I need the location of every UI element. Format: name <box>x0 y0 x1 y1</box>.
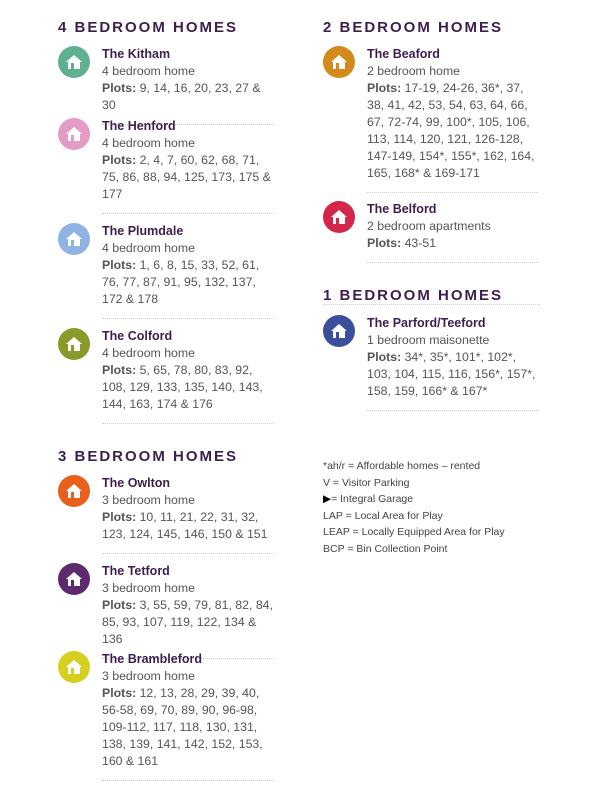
home-type: 4 bedroom home <box>102 136 195 150</box>
plots-label: Plots: <box>102 81 137 95</box>
plots-list: 5, 65, 78, 80, 83, 92, 108, 129, 133, 135, 140, 143, 144, 163, 174 & 176 <box>102 363 263 411</box>
home-details <box>367 201 539 263</box>
home-type: 4 bedroom home <box>102 346 195 360</box>
home-type: 3 bedroom home <box>102 493 195 507</box>
home-plots <box>367 235 539 252</box>
house-icon <box>58 651 90 683</box>
home-details <box>102 46 274 125</box>
legend-affordable: *ah/r = Affordable homes – rented <box>323 460 481 472</box>
divider <box>323 304 540 305</box>
house-icon <box>323 315 355 347</box>
section-heading-4-bedroom: 4 BEDROOM HOMES <box>58 19 239 36</box>
legend-visitor-parking: V = Visitor Parking <box>323 476 410 489</box>
home-entry <box>323 315 538 411</box>
home-entry <box>58 651 273 781</box>
plots-list: 1, 6, 8, 15, 33, 52, 61, 76, 77, 87, 91, 95, 132, 137, 172 & 178 <box>102 258 260 306</box>
section-heading-2-bedroom: 2 BEDROOM HOMES <box>323 19 504 36</box>
garage-arrow-icon: ▶ <box>323 493 332 506</box>
home-details <box>102 475 274 554</box>
plots-list: 17-19, 24-26, 36*, 37, 38, 41, 42, 53, 54, 63, 64, 66, 67, 72-74, 99, 100*, 105, 106, 113, 114, 120, 121, 126-128, 147-149, 154*, 155*, 162, 164, 165, 168* & 169-171 <box>367 81 535 180</box>
home-name: The Henford <box>102 119 176 133</box>
home-plots <box>367 349 539 400</box>
home-name: The Belford <box>367 202 437 216</box>
home-name: The Brambleford <box>102 652 203 666</box>
plots-label: Plots: <box>102 598 137 612</box>
home-entry <box>58 563 273 659</box>
home-name: The Colford <box>102 329 173 343</box>
legend <box>323 458 505 558</box>
home-name: The Plumdale <box>102 224 184 238</box>
home-plots <box>102 257 274 308</box>
home-details <box>367 315 539 411</box>
home-type: 3 bedroom home <box>102 669 195 683</box>
home-details <box>102 328 274 424</box>
plots-label: Plots: <box>102 258 137 272</box>
home-type: 4 bedroom home <box>102 64 195 78</box>
home-details <box>102 563 274 659</box>
home-entry <box>323 201 538 263</box>
home-type: 2 bedroom apartments <box>367 219 491 233</box>
plots-list: 10, 11, 21, 22, 31, 32, 123, 124, 145, 146, 150 & 151 <box>102 510 268 541</box>
legend-lap: LAP = Local Area for Play <box>323 509 443 522</box>
home-details <box>102 651 274 781</box>
legend-bcp: BCP = Bin Collection Point <box>323 542 448 555</box>
plots-list: 12, 13, 28, 29, 39, 40, 56-58, 69, 70, 89, 90, 96-98, 109-112, 117, 118, 130, 131, 138, 139, 141, 142, 152, 153, 160 & 161 <box>102 686 263 768</box>
home-plots <box>102 597 274 648</box>
plots-label: Plots: <box>367 350 402 364</box>
home-plots <box>102 80 274 114</box>
home-plots <box>367 80 539 182</box>
home-type: 1 bedroom maisonette <box>367 333 490 347</box>
section-heading-1-bedroom: 1 BEDROOM HOMES <box>323 287 504 304</box>
home-name: The Owlton <box>102 476 171 490</box>
home-plots <box>102 152 274 203</box>
home-type: 3 bedroom home <box>102 581 195 595</box>
plots-label: Plots: <box>367 236 402 250</box>
home-entry <box>58 46 273 125</box>
home-details <box>102 118 274 214</box>
home-name: The Beaford <box>367 47 440 61</box>
house-icon <box>323 201 355 233</box>
plots-label: Plots: <box>367 81 402 95</box>
house-icon <box>58 223 90 255</box>
house-icon <box>58 475 90 507</box>
home-plots <box>102 509 274 543</box>
house-icon <box>58 118 90 150</box>
home-entry <box>58 475 273 554</box>
home-type: 4 bedroom home <box>102 241 195 255</box>
plots-list: 34*, 35*, 101*, 102*, 103, 104, 115, 116, 156*, 157*, 158, 159, 166* & 167* <box>367 350 536 398</box>
plots-label: Plots: <box>102 363 137 377</box>
home-name: The Tetford <box>102 564 170 578</box>
house-icon <box>58 328 90 360</box>
home-plots <box>102 685 274 770</box>
section-heading-3-bedroom: 3 BEDROOM HOMES <box>58 448 239 465</box>
house-icon <box>58 563 90 595</box>
plots-list: 3, 55, 59, 79, 81, 82, 84, 85, 93, 107, 119, 122, 134 & 136 <box>102 598 273 646</box>
home-entry <box>58 118 273 214</box>
legend-integral-garage: ▶= Integral Garage <box>323 493 414 506</box>
home-plots <box>102 362 274 413</box>
plots-list: 9, 14, 16, 20, 23, 27 & 30 <box>102 81 261 112</box>
plots-label: Plots: <box>102 153 137 167</box>
home-name: The Parford/Teeford <box>367 316 486 330</box>
plots-list: 2, 4, 7, 60, 62, 68, 71, 75, 86, 88, 94, 125, 173, 175 & 177 <box>102 153 271 201</box>
home-entry <box>58 328 273 424</box>
home-entry <box>323 46 538 193</box>
house-icon <box>323 46 355 78</box>
home-name: The Kitham <box>102 47 171 61</box>
plots-label: Plots: <box>102 510 137 524</box>
home-type: 2 bedroom home <box>367 64 460 78</box>
home-entry <box>58 223 273 319</box>
home-details <box>102 223 274 319</box>
house-icon <box>58 46 90 78</box>
plots-label: Plots: <box>102 686 137 700</box>
home-details <box>367 46 539 193</box>
legend-leap: LEAP = Locally Equipped Area for Play <box>323 526 505 539</box>
plots-list: 43-51 <box>404 236 437 250</box>
